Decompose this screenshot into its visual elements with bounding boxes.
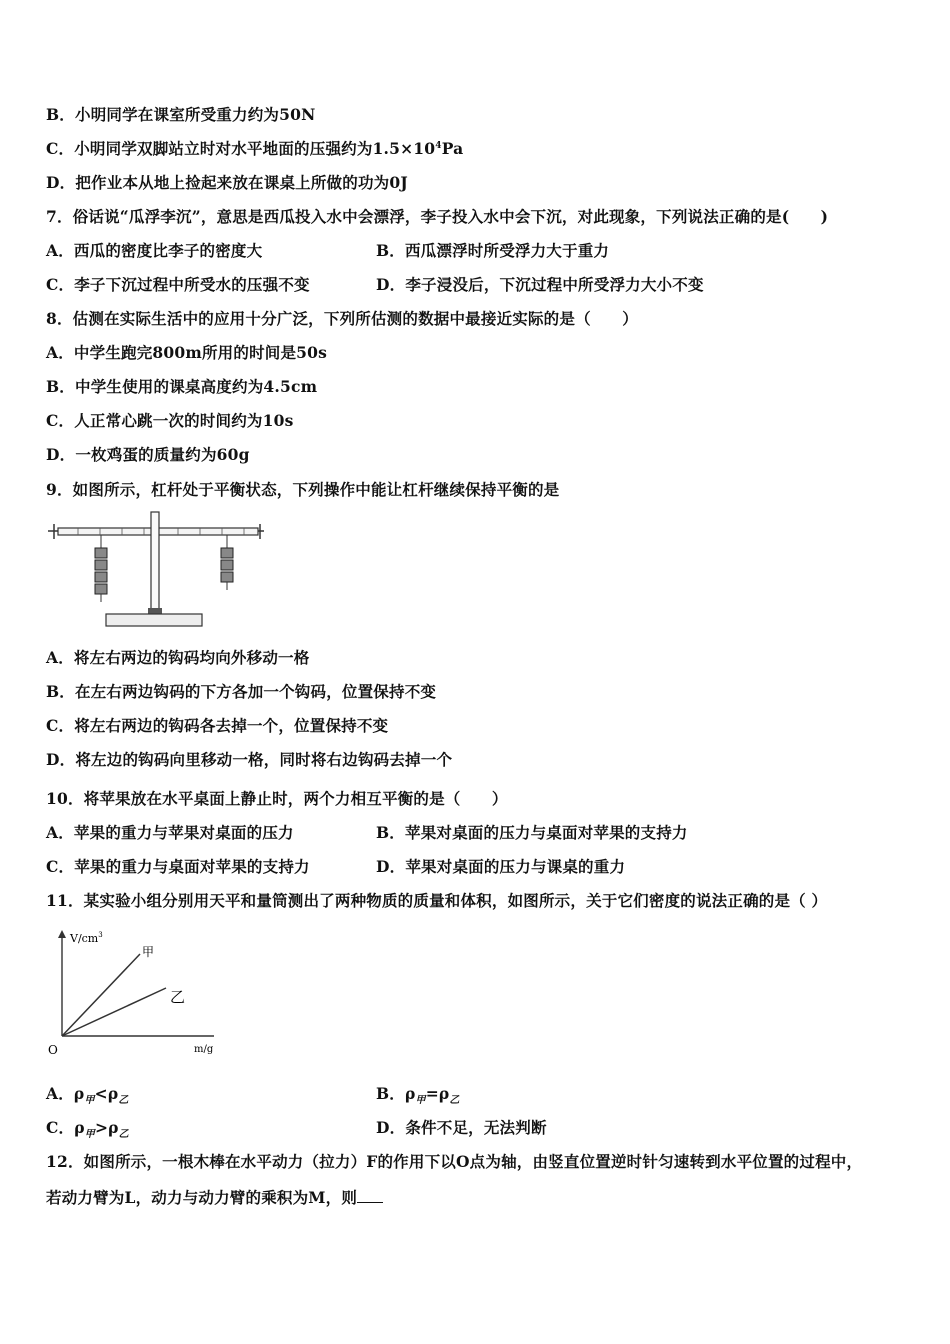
q11-stem: 11．某实验小组分别用天平和量筒测出了两种物质的质量和体积，如图所示，关于它们密度的说法正确的是（ ）: [46, 891, 828, 910]
x-axis-label: m/g: [194, 1044, 214, 1055]
q10-stem: 10．将苹果放在水平桌面上静止时，两个力相互平衡的是（ ）: [46, 789, 508, 808]
q6-option-d: D．把作业本从地上捡起来放在课桌上所做的功为0J: [46, 173, 408, 192]
lever-figure: [44, 508, 264, 632]
q9-option-a: A．将左右两边的钩码均向外移动一格: [46, 648, 310, 667]
q7-option-a: A．西瓜的密度比李子的密度大: [46, 241, 263, 260]
q6-option-c-exponent: 4: [435, 140, 442, 151]
line-yi: [62, 988, 166, 1036]
q11-option-c-rel: >ρ: [94, 1118, 119, 1137]
q7-option-c: C．李子下沉过程中所受水的压强不变: [46, 275, 310, 294]
q11-option-a-rel: <ρ: [94, 1084, 119, 1103]
q12-stem-line2-text: 若动力臂为L，动力与动力臂的乘积为M，则: [46, 1188, 358, 1207]
q9-option-d: D．将左边的钩码向里移动一格，同时将右边钩码去掉一个: [46, 750, 453, 769]
origin-label: O: [48, 1043, 58, 1057]
q11-option-b: [376, 1082, 460, 1106]
q7-stem: 7．俗话说“瓜浮李沉”，意思是西瓜投入水中会漂浮，李子投入水中会下沉，对此现象，下列说法正确的是( ): [46, 207, 829, 226]
q7-option-b: B．西瓜漂浮时所受浮力大于重力: [376, 241, 610, 260]
q11-option-c: [46, 1116, 129, 1140]
lever-support-column: [151, 512, 159, 612]
line-yi-label: 乙: [170, 988, 186, 1006]
q12-stem-line2: [46, 1186, 383, 1208]
q6-option-b: B．小明同学在课室所受重力约为50N: [46, 105, 316, 124]
q11-option-b-sub1: 甲: [415, 1095, 426, 1107]
q11-option-a-sub2: 乙: [118, 1095, 129, 1107]
q8-option-d: D．一枚鸡蛋的质量约为60g: [46, 445, 250, 464]
line-jia-label: 甲: [142, 945, 155, 959]
q11-option-b-rel: =ρ: [425, 1084, 450, 1103]
q11-option-a-label: A．ρ: [46, 1084, 85, 1103]
density-graph: [44, 926, 224, 1062]
y-axis-label: $V/cm^3$: [70, 931, 103, 945]
q11-option-a-sub1: 甲: [84, 1095, 95, 1107]
q8-option-a: A．中学生跑完800m所用的时间是50s: [46, 343, 328, 362]
lever-support-foot: [148, 608, 162, 614]
q7-option-d: D．李子浸没后，下沉过程中所受浮力大小不变: [376, 275, 704, 294]
q9-stem: 9．如图所示，杠杆处于平衡状态，下列操作中能让杠杆继续保持平衡的是: [46, 480, 560, 499]
q11-option-a: [46, 1082, 129, 1106]
q8-option-b: B．中学生使用的课桌高度约为4.5cm: [46, 377, 318, 396]
q10-option-b: B．苹果对桌面的压力与桌面对苹果的支持力: [376, 823, 688, 842]
q11-option-d: D．条件不足，无法判断: [376, 1118, 547, 1137]
q11-option-b-label: B．ρ: [376, 1084, 416, 1103]
q10-option-d: D．苹果对桌面的压力与课桌的重力: [376, 857, 626, 876]
q10-option-a: A．苹果的重力与苹果对桌面的压力: [46, 823, 294, 842]
q6-option-c: [46, 137, 463, 159]
q12-stem-line1: 12．如图所示，一根木棒在水平动力（拉力）F的作用下以O点为轴，由竖直位置逆时针匀速转到水平位置的过程中，: [46, 1152, 863, 1171]
line-jia: [62, 954, 140, 1036]
q11-option-c-label: C．ρ: [46, 1118, 85, 1137]
q6-option-c-unit: Pa: [441, 139, 464, 158]
answer-blank[interactable]: [357, 1188, 383, 1203]
q11-option-b-sub2: 乙: [449, 1095, 460, 1107]
lever-base: [106, 614, 202, 626]
q11-option-c-sub2: 乙: [118, 1129, 129, 1141]
q8-stem: 8．估测在实际生活中的应用十分广泛，下列所估测的数据中最接近实际的是（ ）: [46, 309, 638, 328]
q6-option-c-text: C．小明同学双脚站立时对水平地面的压强约为1.5×10: [46, 139, 436, 158]
q9-option-b: B．在左右两边钩码的下方各加一个钩码，位置保持不变: [46, 682, 437, 701]
q8-option-c: C．人正常心跳一次的时间约为10s: [46, 411, 294, 430]
q10-option-c: C．苹果的重力与桌面对苹果的支持力: [46, 857, 310, 876]
q9-option-c: C．将左右两边的钩码各去掉一个，位置保持不变: [46, 716, 389, 735]
q11-option-c-sub1: 甲: [84, 1129, 95, 1141]
